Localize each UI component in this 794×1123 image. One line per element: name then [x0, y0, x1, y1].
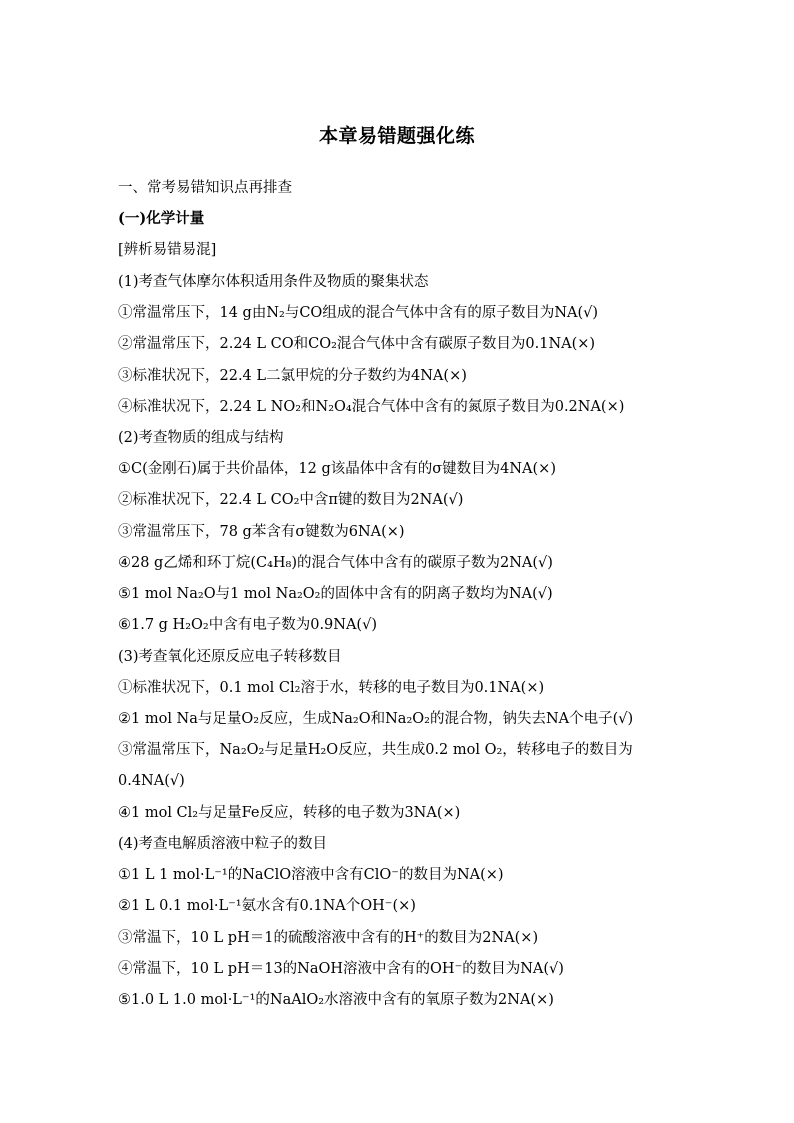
list-item: ③常温常压下，78 g苯含有σ键数为6NA(×) [118, 524, 405, 540]
list-item: ②常温常压下，2.24 L CO和CO₂混合气体中含有碳原子数目为0.1NA(×) [118, 336, 596, 352]
list-item: ⑤1.0 L 1.0 mol·L⁻¹的NaAlO₂水溶液中含有的氧原子数为2NA(×) [118, 992, 554, 1008]
list-item: ①标准状况下，0.1 mol Cl₂溶于水，转移的电子数目为0.1NA(×) [118, 680, 545, 696]
list-item: ④1 mol Cl₂与足量Fe反应，转移的电子数为3NA(×) [118, 805, 461, 821]
group-heading-3: (3)考查氧化还原反应电子转移数目 [118, 649, 342, 665]
list-item: ②1 mol Na与足量O₂反应，生成Na₂O和Na₂O₂的混合物，钠失去NA个电子(√) [118, 711, 634, 727]
list-item: ②标准状况下，22.4 L CO₂中含π键的数目为2NA(√) [118, 492, 464, 508]
group-heading-1: (1)考查气体摩尔体积适用条件及物质的聚集状态 [118, 274, 429, 290]
list-item-continuation: 0.4NA(√) [118, 773, 185, 789]
list-item: ⑥1.7 g H₂O₂中含有电子数为0.9NA(√) [118, 617, 377, 633]
list-item: ④标准状况下，2.24 L NO₂和N₂O₄混合气体中含有的氮原子数目为0.2NA(×) [118, 399, 625, 415]
list-item: ①C(金刚石)属于共价晶体，12 g该晶体中含有的σ键数目为4NA(×) [118, 461, 556, 477]
list-item: ④常温下，10 L pH＝13的NaOH溶液中含有的OH⁻的数目为NA(√) [118, 961, 564, 977]
list-item: ④28 g乙烯和环丁烷(C₄H₈)的混合气体中含有的碳原子数为2NA(√) [118, 555, 553, 571]
page-title: 本章易错题强化练 [318, 125, 475, 147]
group-heading-4: (4)考查电解质溶液中粒子的数目 [118, 836, 328, 852]
list-item: ②1 L 0.1 mol·L⁻¹氨水含有0.1NA个OH⁻(×) [118, 898, 416, 914]
list-item: ①常温常压下，14 g由N₂与CO组成的混合气体中含有的原子数目为NA(√) [118, 305, 599, 321]
section-heading: 一、常考易错知识点再排查 [118, 180, 292, 196]
subsection-heading: (一)化学计量 [118, 210, 205, 227]
bracket-label: [辨析易错易混] [118, 242, 217, 258]
group-heading-2: (2)考查物质的组成与结构 [118, 430, 284, 446]
list-item: ③常温常压下，Na₂O₂与足量H₂O反应，共生成0.2 mol O₂，转移电子的数目为 [118, 742, 633, 758]
list-item: ③常温下，10 L pH＝1的硫酸溶液中含有的H⁺的数目为2NA(×) [118, 930, 539, 946]
list-item: ③标准状况下，22.4 L二氯甲烷的分子数约为4NA(×) [118, 368, 467, 384]
list-item: ⑤1 mol Na₂O与1 mol Na₂O₂的固体中含有的阴离子数均为NA(√) [118, 586, 553, 602]
list-item: ①1 L 1 mol·L⁻¹的NaClO溶液中含有ClO⁻的数目为NA(×) [118, 867, 504, 883]
